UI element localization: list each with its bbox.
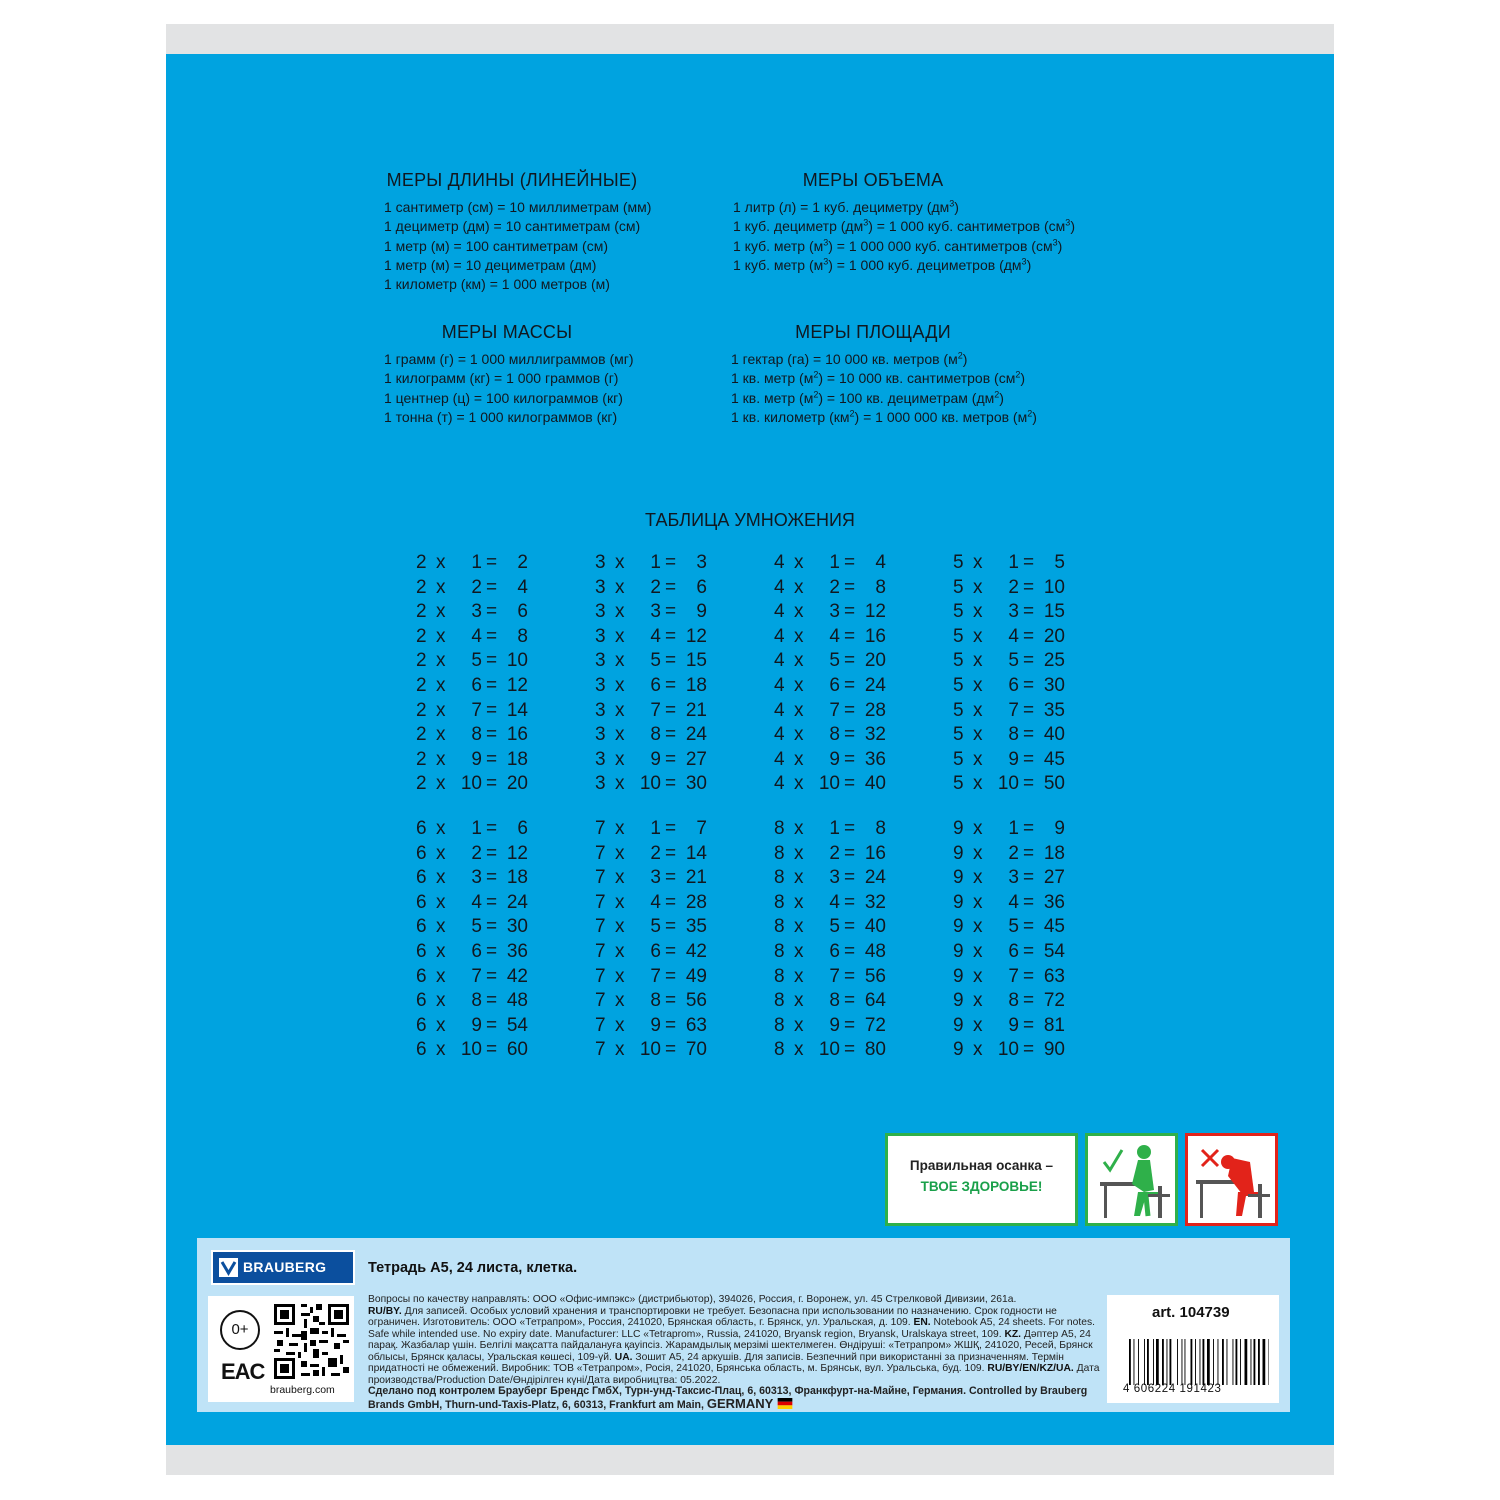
multiplication-row: 6 x 9 = 54 <box>416 1014 528 1036</box>
barcode-panel <box>1107 1295 1279 1403</box>
multiplication-row: 5 x 3 = 15 <box>953 601 1065 623</box>
fine-text-ru-by: Для записей. Особых условий хранения и транспортировки не требует. Безопасна при использовании по назначению. Срок годности не ограничен. Изготовитель: ООО «Тетрапром», Россия, 241020, Брянская область, г. Брянск, ул. Уральская, д. 109. <box>368 1305 1057 1328</box>
multiplication-row: 2 x 4 = 8 <box>416 625 528 647</box>
multiplication-row: 4 x 8 = 32 <box>774 724 886 746</box>
multiplication-row: 8 x 4 = 32 <box>774 891 886 913</box>
multiplication-row: 3 x 9 = 27 <box>595 748 707 770</box>
multiplication-row: 9 x 6 = 54 <box>953 940 1065 962</box>
controlled-by-text: Сделано под контролем Брауберг Брендс ГмбХ, Турн-унд-Таксис-Плац, 6, 60313, Франкфурт-на-Майне, Германия. Controlled by Brauberg Brands GmbH, Thurn-und-Taxis-Platz, 6, 60313, Frankfurt am Main, <box>368 1385 1088 1411</box>
multiplication-row: 9 x 1 = 9 <box>953 818 1065 839</box>
multiplication-column-6 <box>416 817 528 1063</box>
multiplication-row: 8 x 1 = 8 <box>774 818 886 839</box>
volume-measures-list <box>733 198 1075 275</box>
multiplication-row: 4 x 1 = 4 <box>774 552 886 573</box>
mass-measure-line: 1 килограмм (кг) = 1 000 граммов (г) <box>384 370 619 387</box>
lang-code-all: RU/BY/EN/KZ/UA. <box>987 1363 1074 1374</box>
certification-badges <box>208 1296 354 1402</box>
multiplication-row: 7 x 9 = 63 <box>595 1014 707 1036</box>
multiplication-row: 6 x 8 = 48 <box>416 990 528 1012</box>
length-measure-line: 1 сантиметр (см) = 10 миллиметрам (мм) <box>384 199 652 215</box>
multiplication-row: 5 x 7 = 35 <box>953 699 1065 721</box>
area-measure-line: 1 гектар (га) = 10 000 кв. метров $(м^2)$ <box>731 350 968 367</box>
multiplication-row: 4 x 4 = 16 <box>774 625 886 647</box>
posture-message <box>885 1133 1078 1226</box>
multiplication-column-8 <box>774 817 886 1063</box>
multiplication-row: 2 x 9 = 18 <box>416 748 528 770</box>
multiplication-row: 8 x 8 = 64 <box>774 990 886 1012</box>
multiplication-row: 6 x 6 = 36 <box>416 940 528 962</box>
multiplication-row: 6 x 2 = 12 <box>416 842 528 864</box>
area-measure-line: 1 кв. метр $(м^2) = 10$ 000 кв. сантиметров $(см^2)$ <box>731 369 1026 387</box>
multiplication-row: 8 x 3 = 24 <box>774 867 886 889</box>
multiplication-row: 2 x 2 = 4 <box>416 576 528 598</box>
mass-measure-line: 1 тонна (т) = 1 000 килограммов (кг) <box>384 408 618 425</box>
multiplication-row: 8 x 9 = 72 <box>774 1014 886 1036</box>
volume-measures-title: МЕРЫ ОБЪЕМА <box>802 170 944 190</box>
multiplication-row: 4 x 10 = 40 <box>774 773 886 795</box>
multiplication-row: 4 x 2 = 8 <box>774 576 886 598</box>
multiplication-row: 5 x 5 = 25 <box>953 650 1065 672</box>
multiplication-row: 4 x 6 = 24 <box>774 674 886 696</box>
legal-fine-print <box>368 1294 1100 1411</box>
volume-measure-line: 1 литр (л) = 1 куб. дециметру $(дм^3)$ <box>733 198 959 215</box>
mass-measures-list <box>384 350 634 427</box>
multiplication-row: 5 x 1 = 5 <box>953 552 1065 573</box>
age-rating: 0+ <box>220 1310 260 1350</box>
multiplication-row: 3 x 8 = 24 <box>595 724 707 746</box>
lang-code-ua: UA. <box>614 1351 633 1363</box>
multiplication-row: 3 x 7 = 21 <box>595 699 707 721</box>
multiplication-row: 2 x 5 = 10 <box>416 650 528 672</box>
multiplication-row: 2 x 7 = 14 <box>416 699 528 721</box>
country-name: GERMANY <box>706 1395 774 1411</box>
length-measures-title: МЕРЫ ДЛИНЫ (ЛИНЕЙНЫЕ) <box>386 170 638 190</box>
multiplication-row: 9 x 7 = 63 <box>953 965 1065 987</box>
fine-text-kz: Дәптер А5, 24 парақ. Жазбалар үшін. Белгілі мақсатта пайдалануға қауіпсіз. Жарамдылық мерзімі шектелмеген. Өндіруші: «Тетрапром» ЖШҚ, 241020, Ресей, Брянск облысы, Брянск қаласы, Уральская көшесі, 109-үй. <box>368 1328 1093 1363</box>
multiplication-row: 3 x 2 = 6 <box>595 576 707 598</box>
multiplication-row: 2 x 8 = 16 <box>416 724 528 746</box>
multiplication-row: 8 x 10 = 80 <box>774 1039 886 1061</box>
multiplication-row: 4 x 3 = 12 <box>774 601 886 623</box>
production-date-text: Дата производства/Production Date/Өндірілген күні/Дата виробництва: 05.2022. <box>368 1363 1100 1386</box>
multiplication-row: 2 x 3 = 6 <box>416 601 528 623</box>
posture-line-2: ТВОЕ ЗДОРОВЬЕ! <box>920 1179 1043 1194</box>
mass-measures-title: МЕРЫ МАССЫ <box>441 322 573 342</box>
multiplication-row: 7 x 1 = 7 <box>595 818 707 839</box>
bottom-edge-band <box>166 1445 1334 1475</box>
multiplication-row: 3 x 4 = 12 <box>595 625 707 647</box>
length-measure-line: 1 метр (м) = 100 сантиметрам (см) <box>384 237 609 254</box>
multiplication-row: 9 x 4 = 36 <box>953 891 1065 913</box>
multiplication-row: 5 x 2 = 10 <box>953 576 1065 598</box>
multiplication-row: 4 x 5 = 20 <box>774 650 886 672</box>
multiplication-column-7 <box>595 817 707 1063</box>
length-measure-line: 1 дециметр (дм) = 10 сантиметрам (см) <box>384 218 641 235</box>
multiplication-row: 5 x 4 = 20 <box>953 625 1065 647</box>
multiplication-row: 5 x 9 = 45 <box>953 748 1065 770</box>
volume-measure-line: 1 куб. метр $(м^3) = 1$ 000 куб. дециметров $(дм^3)$ <box>733 256 1032 273</box>
multiplication-row: 8 x 6 = 48 <box>774 940 886 962</box>
multiplication-row: 2 x 1 = 2 <box>416 552 528 573</box>
multiplication-row: 9 x 3 = 27 <box>953 867 1065 889</box>
multiplication-row: 8 x 5 = 40 <box>774 916 886 938</box>
mass-measure-line: 1 центнер (ц) = 100 килограммов (кг) <box>384 389 623 406</box>
lang-code-ru-by: RU/BY. <box>368 1305 402 1317</box>
length-measures-list <box>384 198 651 294</box>
area-measure-line: 1 кв. метр $(м^2) = 100$ кв. дециметрам $(дм^2)$ <box>731 388 1004 406</box>
multiplication-row: 6 x 10 = 60 <box>416 1039 528 1061</box>
multiplication-row: 3 x 10 = 30 <box>595 773 707 795</box>
multiplication-row: 9 x 9 = 81 <box>953 1014 1065 1036</box>
top-edge-band <box>166 24 1334 54</box>
article-number: art. 104739 <box>1152 1304 1230 1321</box>
multiplication-row: 7 x 4 = 28 <box>595 891 707 913</box>
brand-name: BRAUBERG <box>243 1259 327 1275</box>
multiplication-column-4 <box>774 551 886 797</box>
correct-posture-icon <box>1085 1133 1178 1226</box>
volume-measure-line: 1 куб. метр $(м^3) = 1$ 000 000 куб. сантиметров $(см^3)$ <box>733 236 1063 254</box>
multiplication-row: 2 x 6 = 12 <box>416 674 528 696</box>
multiplication-row: 6 x 1 = 6 <box>416 818 528 839</box>
multiplication-row: 9 x 8 = 72 <box>953 990 1065 1012</box>
area-measure-line: 1 кв. километр $(км^2) = 1$ 000 000 кв. метров $(м^2)$ <box>731 408 1037 425</box>
multiplication-row: 6 x 4 = 24 <box>416 891 528 913</box>
wrong-posture-icon <box>1185 1133 1278 1226</box>
lang-code-en: EN. <box>913 1317 931 1328</box>
multiplication-row: 7 x 2 = 14 <box>595 842 707 864</box>
fine-text-ua: Зошит А5, 24 аркушів. Для записів. Безпечний при використанні за призначенням. Термін придатності не обмежений. Виробник: ТОВ «Тетрапром», Росія, 241020, Брянська область, м. Брянськ, вул. Уральська, буд. 109. <box>368 1351 1064 1374</box>
multiplication-row: 6 x 3 = 18 <box>416 867 528 889</box>
qr-code-icon <box>274 1304 349 1379</box>
length-measure-line: 1 метр (м) = 10 дециметрам (дм) <box>384 256 597 273</box>
barcode-icon <box>1129 1339 1269 1385</box>
multiplication-row: 5 x 6 = 30 <box>953 674 1065 696</box>
multiplication-row: 2 x 10 = 20 <box>416 773 528 795</box>
area-measures-list <box>731 350 1037 427</box>
multiplication-row: 8 x 2 = 16 <box>774 842 886 864</box>
mass-measure-line: 1 грамм (г) = 1 000 миллиграммов (мг) <box>384 351 634 367</box>
multiplication-row: 6 x 7 = 42 <box>416 965 528 987</box>
multiplication-row: 5 x 10 = 50 <box>953 773 1065 795</box>
multiplication-row: 4 x 9 = 36 <box>774 748 886 770</box>
area-measures-title: МЕРЫ ПЛОЩАДИ <box>795 322 951 342</box>
multiplication-column-3 <box>595 551 707 797</box>
multiplication-row: 3 x 1 = 3 <box>595 552 707 573</box>
multiplication-row: 4 x 7 = 28 <box>774 699 886 721</box>
multiplication-row: 7 x 10 = 70 <box>595 1039 707 1061</box>
multiplication-table-title: ТАБЛИЦА УМНОЖЕНИЯ <box>645 510 855 530</box>
multiplication-row: 5 x 8 = 40 <box>953 724 1065 746</box>
multiplication-row: 7 x 7 = 49 <box>595 965 707 987</box>
length-measure-line: 1 километр (км) = 1 000 метров (м) <box>384 276 610 293</box>
multiplication-row: 3 x 3 = 9 <box>595 601 707 623</box>
multiplication-row: 7 x 8 = 56 <box>595 990 707 1012</box>
multiplication-row: 6 x 5 = 30 <box>416 916 528 938</box>
fine-text-en: Notebook A5, 24 sheets. For notes. Safe while intended use. No expiry date. Manufacturer: LLC «Tetraprom», Russia, 241020, Bryansk region, Bryansk, Uralskaya street, 109. <box>368 1317 1095 1340</box>
multiplication-column-5 <box>953 551 1065 797</box>
multiplication-row: 3 x 6 = 18 <box>595 674 707 696</box>
eac-mark: EAC <box>221 1359 265 1384</box>
multiplication-row: 9 x 5 = 45 <box>953 916 1065 938</box>
quality-contact-text: Вопросы по качеству направлять: ООО «Офис-импэкс» (дистрибьютор), 394026, Россия, г. Воронеж, ул. 45 Стрелковой Дивизии, 261а. <box>368 1294 1017 1305</box>
multiplication-row: 9 x 10 = 90 <box>953 1039 1065 1061</box>
multiplication-row: 9 x 2 = 18 <box>953 842 1065 864</box>
barcode-number: 4 606224 191423 <box>1123 1383 1222 1395</box>
product-title: Тетрадь А5, 24 листа, клетка. <box>368 1260 578 1276</box>
multiplication-column-9 <box>953 817 1065 1063</box>
multiplication-row: 7 x 5 = 35 <box>595 916 707 938</box>
brand-mark-icon <box>219 1258 238 1277</box>
multiplication-row: 8 x 7 = 56 <box>774 965 886 987</box>
multiplication-row: 7 x 6 = 42 <box>595 940 707 962</box>
volume-measure-line: 1 куб. дециметр $(дм^3) = 1$ 000 куб. сантиметров $(см^3)$ <box>733 217 1075 235</box>
lang-code-kz: KZ. <box>1004 1328 1022 1340</box>
multiplication-row: 7 x 3 = 21 <box>595 867 707 889</box>
germany-flag-icon <box>777 1398 793 1409</box>
posture-line-1: Правильная осанка – <box>909 1158 1054 1173</box>
multiplication-row: 3 x 5 = 15 <box>595 650 707 672</box>
brauberg-logo <box>211 1250 355 1285</box>
multiplication-column-2 <box>416 551 528 797</box>
brand-website: brauberg.com <box>270 1384 335 1396</box>
